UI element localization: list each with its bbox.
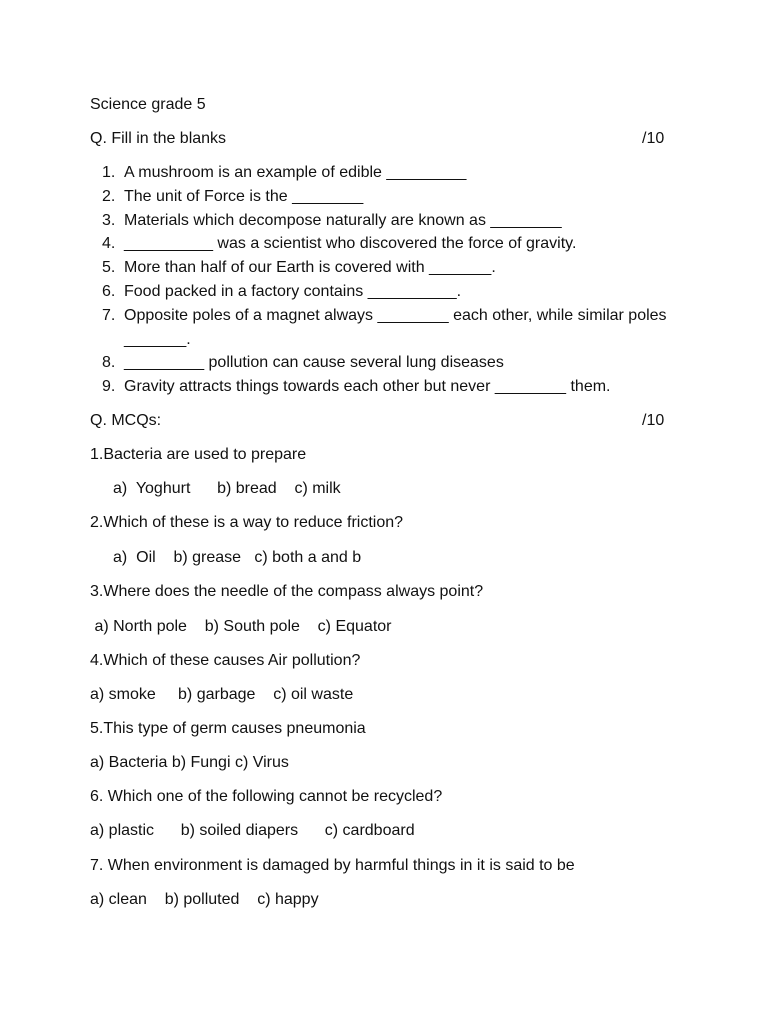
mcq-question: 5.This type of germ causes pneumonia — [90, 720, 366, 737]
mcq-score: /10 — [642, 412, 665, 429]
list-item-continuation: _______. — [124, 331, 191, 348]
list-item-number: 9. — [102, 378, 116, 395]
mcq-question: 1.Bacteria are used to prepare — [90, 446, 307, 463]
list-item-number: 1. — [102, 164, 116, 181]
mcq-options: a) smoke b) garbage c) oil waste — [90, 686, 354, 703]
mcq-options: a) Bacteria b) Fungi c) Virus — [90, 754, 289, 771]
fill-blanks-heading: Q. Fill in the blanks — [90, 130, 227, 147]
list-item-number: 5. — [102, 259, 116, 276]
mcq-question: 3.Where does the needle of the compass always point? — [90, 583, 484, 600]
list-item-text: __________ was a scientist who discovered the force of gravity. — [124, 235, 577, 252]
mcq-heading: Q. MCQs: — [90, 412, 162, 429]
list-item-number: 8. — [102, 354, 116, 371]
worksheet-title: Science grade 5 — [90, 96, 206, 113]
mcq-question: 2.Which of these is a way to reduce friction? — [90, 514, 404, 531]
list-item-text: The unit of Force is the ________ — [124, 188, 364, 205]
list-item-number: 4. — [102, 235, 116, 252]
list-item-number: 7. — [102, 307, 116, 324]
list-item-number: 3. — [102, 212, 116, 229]
fill-blanks-score: /10 — [642, 130, 665, 147]
list-item-text: Food packed in a factory contains __________. — [124, 283, 462, 300]
list-item-text: More than half of our Earth is covered with _______. — [124, 259, 496, 276]
mcq-question: 7. When environment is damaged by harmful things in it is said to be — [90, 857, 575, 874]
mcq-question: 4.Which of these causes Air pollution? — [90, 652, 361, 669]
mcq-options: a) plastic b) soiled diapers c) cardboard — [90, 822, 415, 839]
list-item-number: 6. — [102, 283, 116, 300]
list-item-text: Opposite poles of a magnet always ________ each other, while similar poles — [124, 307, 667, 324]
list-item-number: 2. — [102, 188, 116, 205]
mcq-question: 6. Which one of the following cannot be recycled? — [90, 788, 443, 805]
mcq-options: a) Yoghurt b) bread c) milk — [113, 480, 341, 497]
mcq-options: a) North pole b) South pole c) Equator — [90, 618, 392, 635]
mcq-options: a) clean b) polluted c) happy — [90, 891, 319, 908]
mcq-options: a) Oil b) grease c) both a and b — [113, 549, 362, 566]
list-item-text: _________ pollution can cause several lung diseases — [124, 354, 504, 371]
list-item-text: Gravity attracts things towards each other but never ________ them. — [124, 378, 611, 395]
list-item-text: A mushroom is an example of edible _________ — [124, 164, 467, 181]
list-item-text: Materials which decompose naturally are known as ________ — [124, 212, 562, 229]
